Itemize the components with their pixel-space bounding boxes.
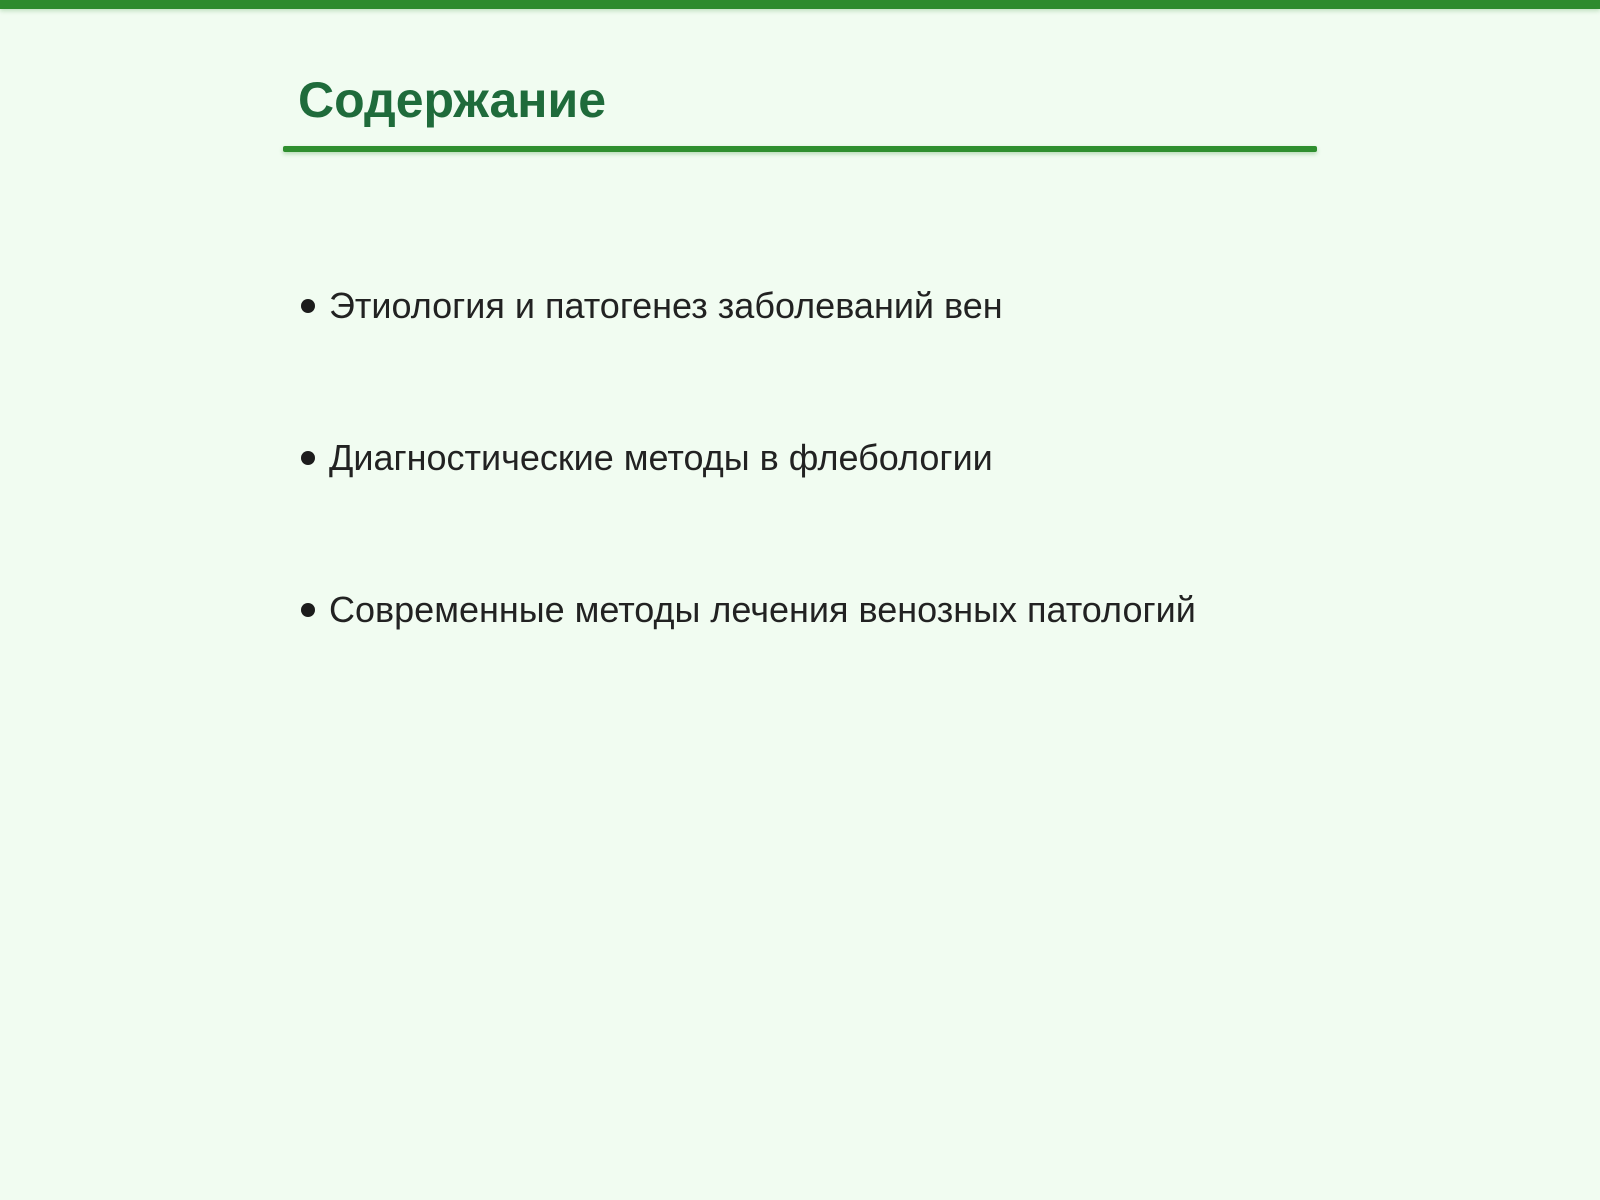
agenda-item-diagnostics — [301, 434, 993, 482]
agenda-item-treatment — [301, 586, 1196, 634]
bullet-icon — [301, 451, 315, 465]
bullet-icon — [301, 603, 315, 617]
top-accent-bar — [0, 0, 1600, 9]
bullet-icon — [301, 299, 315, 313]
agenda-item-label: Диагностические методы в флебологии — [329, 437, 993, 478]
slide-title: Содержание — [298, 72, 607, 128]
agenda-item-label: Современные методы лечения венозных патологий — [329, 589, 1196, 630]
title-underline-divider — [283, 146, 1317, 152]
agenda-item-etiology — [301, 282, 1003, 330]
agenda-item-label: Этиология и патогенез заболеваний вен — [329, 285, 1003, 326]
